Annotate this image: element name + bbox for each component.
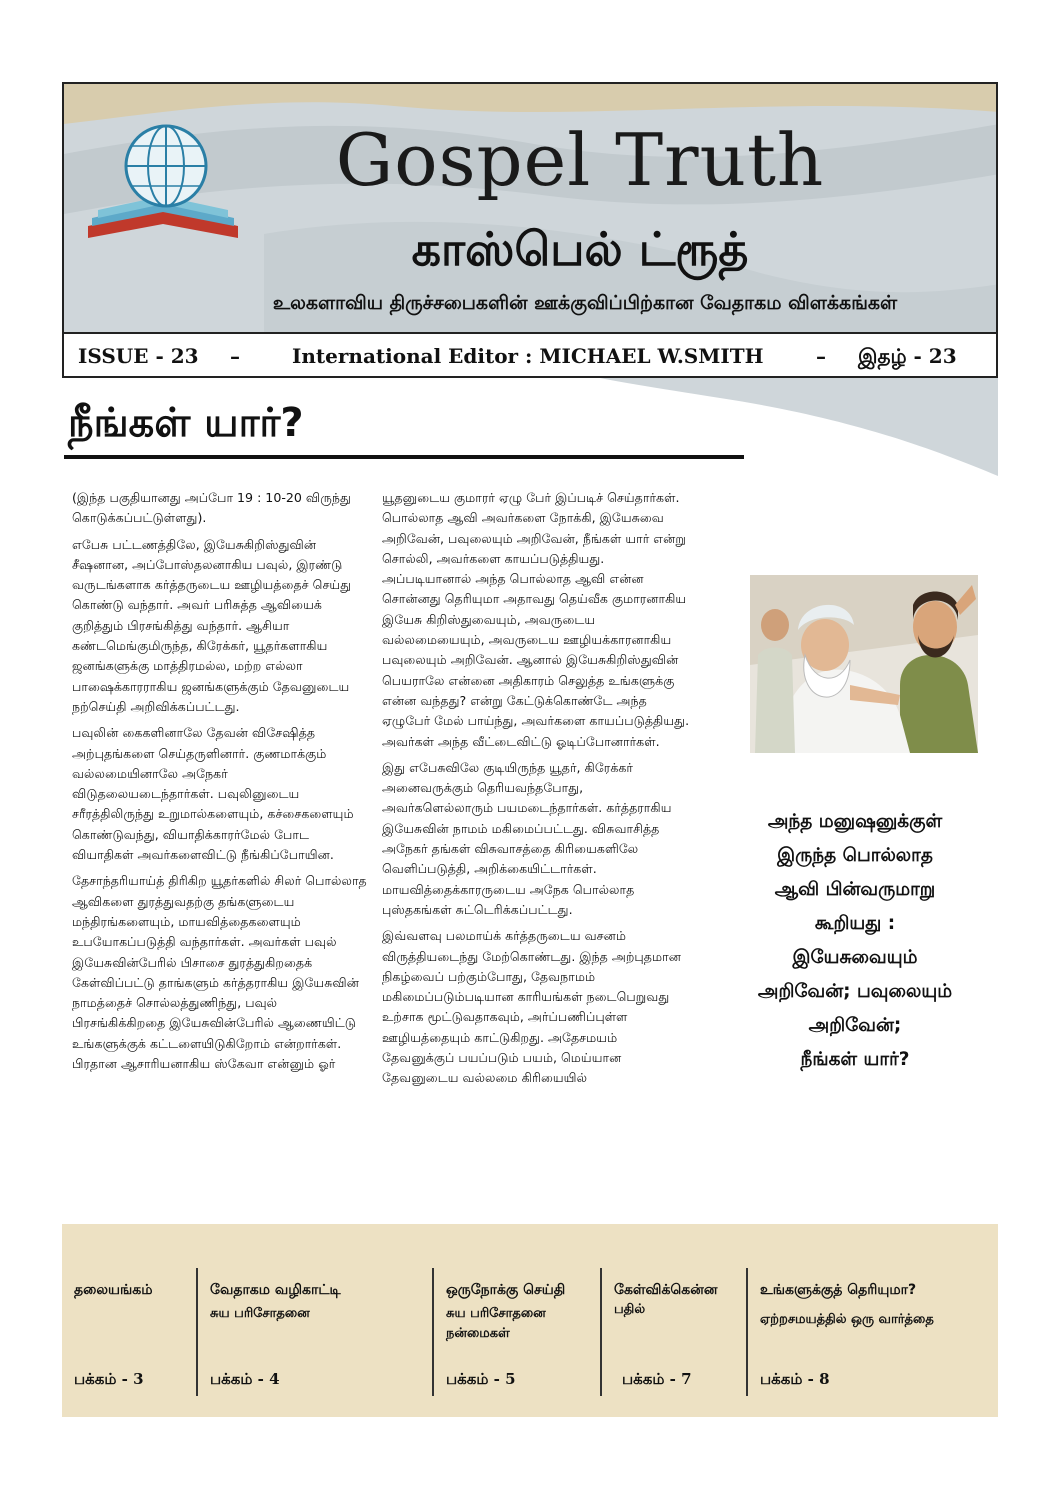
pull-quote-line: ஆவி பின்வருமாறு xyxy=(774,879,936,900)
article-heading: நீங்கள் யார்? xyxy=(68,400,304,446)
contents-box xyxy=(62,1224,998,1417)
decorative-swoosh xyxy=(600,378,998,478)
contents-page: பக்கம் - 5 xyxy=(446,1370,516,1388)
contents-title: ஒருநோக்கு செய்தி xyxy=(446,1282,566,1298)
contents-title: உங்களுக்குத் தெரியுமா? xyxy=(760,1282,917,1298)
paragraph: யூதனுடைய குமாரர் ஏழு பேர் இப்படிச் செய்தார்கள். பொல்லாத ஆவி அவர்களை நோக்கி, இயேசுவை அறிவேன், பவுலையும் அறிவேன், நீங்கள் யார் என்று சொல்லி, அவர்களை காயப்படுத்தியது. அப்படியானால் அந்த பொல்லாத ஆவி என்ன சொன்னது தெரியுமா அதாவது தெய்வீக குமாரனாகிய இயேசு கிறிஸ்துவையும், அவருடைய வல்லமையையும், அவருடைய ஊழியக்காரனாகிய பவுலையும் அறிவேன். ஆனால் இயேசுகிறிஸ்துவின் பெயராலே என்னை அதிகாரம் செலுத்த உங்களுக்கு என்ன வந்தது? என்று கேட்டுக்கொண்டே அந்த ஏழுபேர் மேல் பாய்ந்து, அவர்களை காயப்படுத்தியது. அவர்கள் அந்த வீட்டைவிட்டு ஓடிப்போனார்கள். xyxy=(382,490,690,749)
contents-subtitle: சுய பரிசோதனை xyxy=(210,1306,310,1321)
contents-title: வேதாகம வழிகாட்டி xyxy=(210,1282,341,1298)
contents-item[interactable] xyxy=(62,1278,196,1390)
contents-subtitle: சுய பரிசோதனை xyxy=(446,1306,546,1321)
masthead-title: Gospel Truth xyxy=(335,118,825,202)
pull-quote-line: கூறியது : xyxy=(814,913,896,934)
paragraph: எபேசு பட்டணத்திலே, இயேசுகிறிஸ்துவின் சீஷனான, அப்போஸ்தலனாகிய பவுல், இரண்டு வருடங்களாக கர்த்தருடைய ஊழியத்தைச் செய்து கொண்டு வந்தார். அவர் பரிசுத்த ஆவியைக் குறித்தும் பிரசங்கித்து வந்தார். ஆசியா கண்டமெங்குமிருந்த, கிரேக்கர், யூதர்களாகிய ஜனங்களுக்கு மாத்திரமல்ல, மற்ற எல்லா பாஷைக்காரராகிய ஜனங்களுக்கும் தேவனுடைய நற்செய்தி அறிவிக்கப்பட்டது. xyxy=(72,536,352,714)
contents-item[interactable] xyxy=(198,1278,432,1390)
pull-quote-line: அறிவேன்; xyxy=(808,1015,902,1036)
pull-quote-line: இயேசுவையும் xyxy=(792,947,918,968)
pull-quote-line: நீங்கள் யார்? xyxy=(800,1049,910,1070)
masthead xyxy=(62,82,998,378)
paragraph: தேசாந்தரியாய்த் திரிகிற யூதர்களில் சிலர் பொல்லாத ஆவிகளை துரத்துவதற்கு தங்களுடைய மந்திரங்களையும், மாயவித்தைகளையும் உபயோகப்படுத்தி வந்தார்கள். அவர்கள் பவுல் இயேசுவின்பேரில் பிசாசை துரத்துகிறதைக் கேள்விப்பட்டு தாங்களும் கர்த்தராகிய இயேசுவின் நாமத்தைச் சொல்லத்துணிந்து, பவுல் பிரசங்கிக்கிறதை இயேசுவின்பேரில் ஆணையிட்டு உங்களுக்குக் கட்டளையிடுகிறோம் என்றார்கள். பிரதான ஆசாரியனாகிய ஸ்கேவா என்னும் ஓர் xyxy=(72,873,367,1072)
paragraph: (இந்த பகுதியானது அப்போ 19 : 10-20 விருந்து கொடுக்கப்பட்டுள்ளது). xyxy=(72,490,351,526)
contents-item[interactable] xyxy=(602,1278,746,1390)
contents-page: பக்கம் - 4 xyxy=(210,1370,280,1388)
dash-right: – xyxy=(816,344,826,368)
contents-title: கேள்விக்கென்ன xyxy=(614,1282,718,1298)
issue-number: ISSUE - 23 xyxy=(78,344,199,368)
masthead-tagline: உலகளாவிய திருச்சபைகளின் ஊக்குவிப்பிற்கான வேதாகம விளக்கங்கள் xyxy=(272,292,898,314)
contents-item[interactable] xyxy=(434,1278,604,1390)
paragraph: பவுலின் கைகளினாலே தேவன் விசேஷித்த அற்புதங்களை செய்தருளினார். குணமாக்கும் வல்லமையினாலே அநேகர் விடுதலையடைந்தார்கள். பவுலினுடைய சரீரத்திலிருந்து உறுமால்களையும், கச்சைகளையும் கொண்டுவந்து, வியாதிக்காரர்மேல் போட வியாதிகள் அவர்களைவிட்டு நீங்கிப்போயின. xyxy=(72,725,354,863)
contents-subtitle: ஏற்றசமயத்தில் ஒரு வார்த்தை xyxy=(760,1312,934,1327)
pull-quote xyxy=(725,805,985,1077)
contents-item[interactable] xyxy=(748,1278,998,1390)
issue-number-tamil: இதழ் - 23 xyxy=(858,344,957,368)
editor-line: International Editor : MICHAEL W.SMITH xyxy=(292,344,764,368)
contents-subtitle: நன்மைகள் xyxy=(446,1326,510,1341)
pull-quote-line: அந்த மனுஷனுக்குள் xyxy=(767,811,943,832)
dash-left: – xyxy=(230,344,240,368)
article-column-2 xyxy=(382,488,692,1095)
contents-page: பக்கம் - 3 xyxy=(74,1370,144,1388)
heading-rule xyxy=(64,455,744,459)
masthead-title-tamil: காஸ்பெல் ட்ரூத் xyxy=(411,222,749,276)
paragraph: இது எபேசுவிலே குடியிருந்த யூதர், கிரேக்கர் அனைவருக்கும் தெரியவந்தபோது, அவர்களெல்லாரும் பயமடைந்தார்கள். கர்த்தராகிய இயேசுவின் நாமம் மகிமைப்பட்டது. விசுவாசித்த அநேகர் தங்கள் விசுவாசத்தை கிரியைகளிலே வெளிப்படுத்தி, அறிக்கையிட்டார்கள். மாயவித்தைக்காரருடைய அநேக பொல்லாத புஸ்தகங்கள் சுட்டெரிக்கப்பட்டது. xyxy=(382,759,672,917)
paragraph: இவ்வளவு பலமாய்க் கர்த்தருடைய வசனம் விருத்தியடைந்து மேற்கொண்டது. இந்த அற்புதமான நிகழ்வைப் பற்கும்போது, தேவநாமம் மகிமைப்படும்படியான காரியங்கள் நடைபெறுவது உற்சாக மூட்டுவதாகவும், அர்ப்பணிப்புள்ள ஊழியத்தையும் காட்டுகிறது. அதேசமயம் தேவனுக்குப் பயப்படும் பயம், மெய்யான தேவனுடைய வல்லமை கிரியையில் xyxy=(382,928,681,1086)
contents-page: பக்கம் - 7 xyxy=(622,1370,692,1388)
contents-title: தலையங்கம் xyxy=(74,1282,153,1298)
illustration-old-man-and-man xyxy=(750,575,978,753)
contents-subtitle: பதில் xyxy=(614,1302,646,1317)
pull-quote-line: இருந்த பொல்லாத xyxy=(777,845,933,866)
contents-page: பக்கம் - 8 xyxy=(760,1370,830,1388)
issue-bar xyxy=(64,332,996,378)
pull-quote-line: அறிவேன்; பவுலையும் xyxy=(757,981,953,1002)
article-column-1 xyxy=(72,488,372,1080)
